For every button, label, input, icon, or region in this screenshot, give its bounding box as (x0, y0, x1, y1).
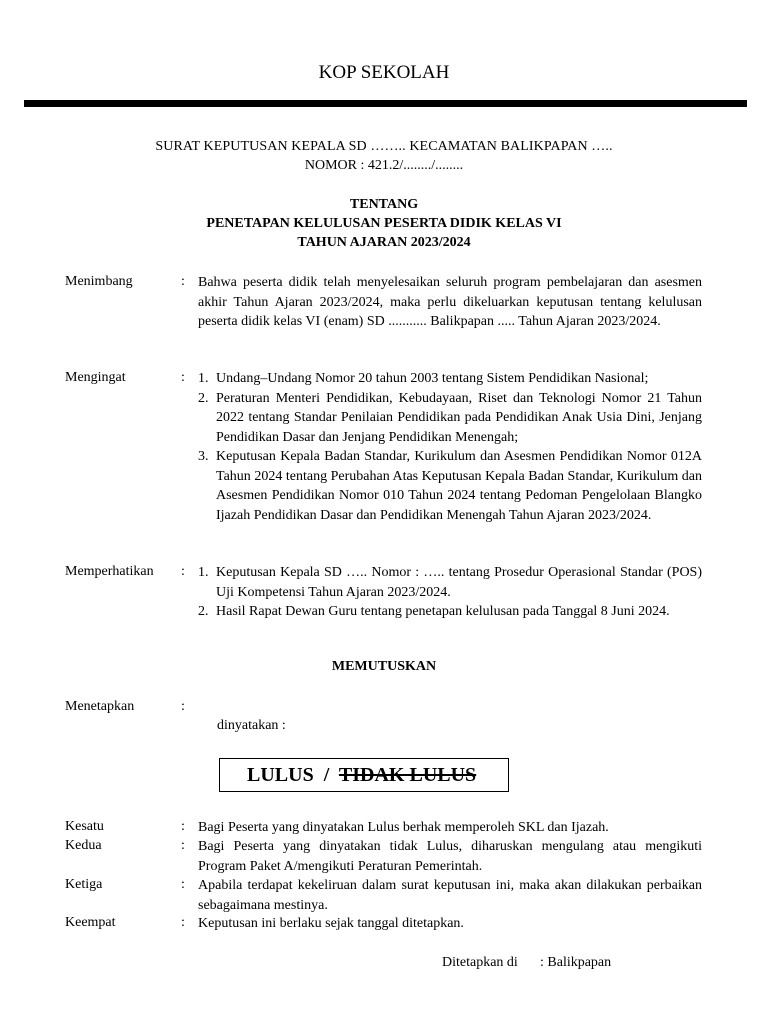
mengingat-colon: : (181, 370, 185, 385)
menetapkan-label: Menetapkan (65, 699, 135, 714)
ditetapkan-label: Ditetapkan di (442, 955, 518, 970)
item-text: Keputusan Kepala SD ….. Nomor : ….. tentang Prosedur Operasional Standar (POS) Uji Kompetensi Tahun Ajaran 2023/2024. (216, 565, 702, 600)
item-number: 3. (198, 449, 209, 464)
menimbang-label: Menimbang (65, 274, 133, 289)
keempat-label: Keempat (65, 915, 116, 930)
item-text: Undang–Undang Nomor 20 tahun 2003 tentang Sistem Pendidikan Nasional; (216, 371, 649, 386)
decree-title: SURAT KEPUTUSAN KEPALA SD …….. KECAMATAN BALIKPAPAN ….. (155, 139, 613, 154)
item-number: 2. (198, 390, 209, 406)
ketiga-text: Apabila terdapat kekeliruan dalam surat keputusan ini, maka akan dilakukan perbaikan sebagaimana mestinya. (198, 878, 702, 913)
menimbang-text: Bahwa peserta didik telah menyelesaikan seluruh program pembelajaran dan asesmen akhir Tahun Ajaran 2023/2024, maka perlu dikeluarkan keputusan tentang kelulusan peserta didik kelas VI (enam) SD ........... Balikpapan ..... Tahun Ajaran 2023/2024. (198, 275, 702, 329)
dinyatakan-text: dinyatakan : (217, 718, 286, 733)
memperhatikan-colon: : (181, 564, 185, 579)
menimbang-colon: : (181, 274, 185, 289)
ketiga-colon: : (181, 877, 185, 892)
decision-text (247, 764, 476, 787)
item-number: 1. (198, 565, 209, 580)
decision-separator: / (323, 764, 330, 786)
menetapkan-colon: : (181, 699, 185, 714)
item-number: 2. (198, 604, 209, 619)
keempat-text: Keputusan ini berlaku sejak tanggal ditetapkan. (198, 916, 464, 931)
decree-number: NOMOR : 421.2/......../........ (304, 158, 464, 173)
kesatu-label: Kesatu (65, 819, 104, 834)
list-item (198, 447, 702, 525)
item-text: Keputusan Kepala Badan Standar, Kurikulum dan Asesmen Pendidikan Nomor 012A Tahun 2024 tentang Perubahan Atas Keputusan Kepala Badan Standar, Kurikulum dan Asesmen Pendidikan Nomor 010 Tahun 2024 tentang Pedoman Pengelolaan Blangko Ijazah Pendidikan Dasar dan Pendidikan Menengah Tahun Ajaran 2023/2024. (216, 449, 702, 523)
mengingat-list (198, 369, 702, 525)
ditetapkan-value: : Balikpapan (540, 955, 612, 970)
kedua-label: Kedua (65, 838, 102, 853)
list-item (198, 389, 702, 448)
ketiga-label: Ketiga (65, 877, 103, 892)
decision-box (219, 758, 509, 792)
decision-lulus: LULUS (247, 764, 314, 786)
letterhead-rule (24, 100, 747, 107)
kedua-colon: : (181, 838, 185, 853)
item-text: Hasil Rapat Dewan Guru tentang penetapan kelulusan pada Tanggal 8 Juni 2024. (216, 604, 670, 619)
memperhatikan-label: Memperhatikan (65, 564, 154, 579)
letterhead-title: KOP SEKOLAH (318, 62, 450, 83)
memperhatikan-list (198, 563, 702, 622)
keempat-colon: : (181, 915, 185, 930)
list-item (198, 563, 702, 602)
kesatu-text: Bagi Peserta yang dinyatakan Lulus berhak memperoleh SKL dan Ijazah. (198, 820, 609, 835)
decision-tidak-lulus: TIDAK LULUS (338, 764, 477, 786)
list-item (198, 369, 702, 389)
subject-year: TAHUN AJARAN 2023/2024 (297, 235, 471, 250)
memutuskan-heading: MEMUTUSKAN (331, 659, 437, 674)
kesatu-colon: : (181, 819, 185, 834)
subject-heading: TENTANG (349, 197, 419, 212)
item-text: Peraturan Menteri Pendidikan, Kebudayaan, Riset dan Teknologi Nomor 21 Tahun 2022 tentang Standar Penilaian Pendidikan pada Pendidikan Anak Usia Dini, Jenjang Pendidikan Dasar dan Jenjang Pendidikan Menengah; (216, 390, 702, 445)
item-number: 1. (198, 371, 209, 386)
subject-title: PENETAPAN KELULUSAN PESERTA DIDIK KELAS VI (206, 216, 562, 231)
list-item (198, 602, 702, 622)
mengingat-label: Mengingat (65, 370, 126, 385)
kedua-text: Bagi Peserta yang dinyatakan tidak Lulus, diharuskan mengulang atau mengikuti Program Paket A/mengikuti Peraturan Pemerintah. (198, 839, 702, 874)
